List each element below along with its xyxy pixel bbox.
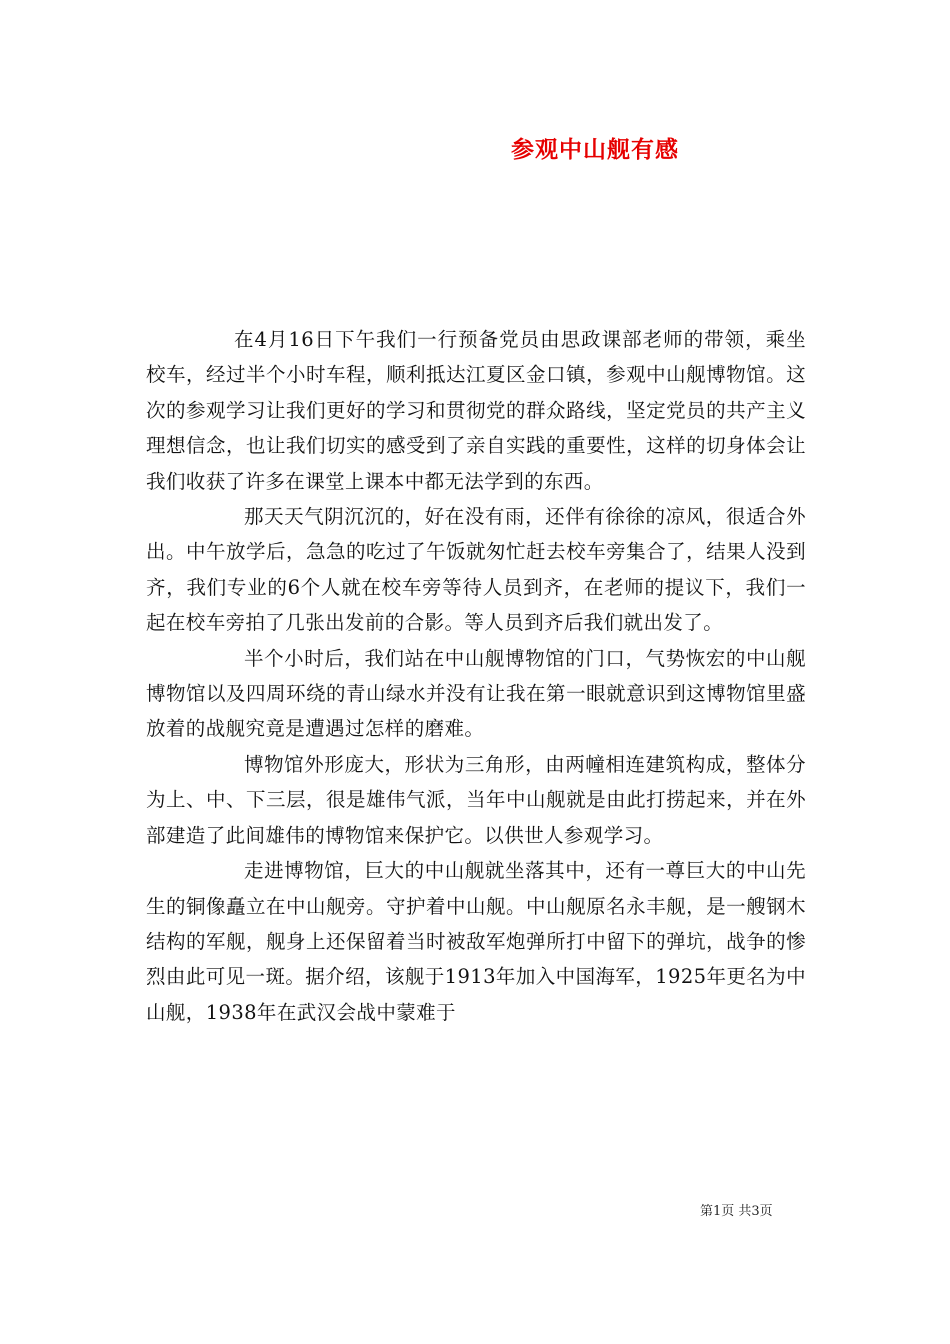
paragraph-2: 那天天气阴沉沉的，好在没有雨，还伴有徐徐的凉风，很适合外出。中午放学后，急急的吃过了午饭就匆忙赶去校车旁集合了，结果人没到齐，我们专业的6个人就在校车旁等待人员到齐，在老师的提议下，我们一起在校车旁拍了几张出发前的合影。等人员到齐后我们就出发了。 bbox=[146, 505, 806, 635]
page-number-footer: 第1页 共3页 bbox=[700, 1204, 773, 1219]
paragraph-4: 博物馆外形庞大，形状为三角形，由两幢相连建筑构成，整体分为上、中、下三层，很是雄伟气派，当年中山舰就是由此打捞起来，并在外部建造了此间雄伟的博物馆来保护它。以供世人参观学习。 bbox=[146, 752, 806, 847]
paragraph-5: 走进博物馆，巨大的中山舰就坐落其中，还有一尊巨大的中山先生的铜像矗立在中山舰旁。守护着中山舰。中山舰原名永丰舰，是一艘钢木结构的军舰，舰身上还保留着当时被敌军炮弹所打中留下的弹坑，战争的惨烈由此可见一斑。据介绍，该舰于1913年加入中国海军，1925年更名为中山舰，1938年在武汉会战中蒙难于 bbox=[146, 859, 806, 1024]
paragraph-1: 在4月16日下午我们一行预备党员由思政课部老师的带领，乘坐校车，经过半个小时车程，顺利抵达江夏区金口镇，参观中山舰博物馆。这次的参观学习让我们更好的学习和贯彻党的群众路线，坚定党员的共产主义理想信念，也让我们切实的感受到了亲自实践的重要性，这样的切身体会让我们收获了许多在课堂上课本中都无法学到的东西。 bbox=[146, 328, 806, 493]
document-title: 参观中山舰有感 bbox=[511, 136, 679, 163]
document-body bbox=[146, 322, 806, 1030]
paragraph-3: 半个小时后，我们站在中山舰博物馆的门口，气势恢宏的中山舰博物馆以及四周环绕的青山绿水并没有让我在第一眼就意识到这博物馆里盛放着的战舰究竟是遭遇过怎样的磨难。 bbox=[146, 646, 806, 741]
